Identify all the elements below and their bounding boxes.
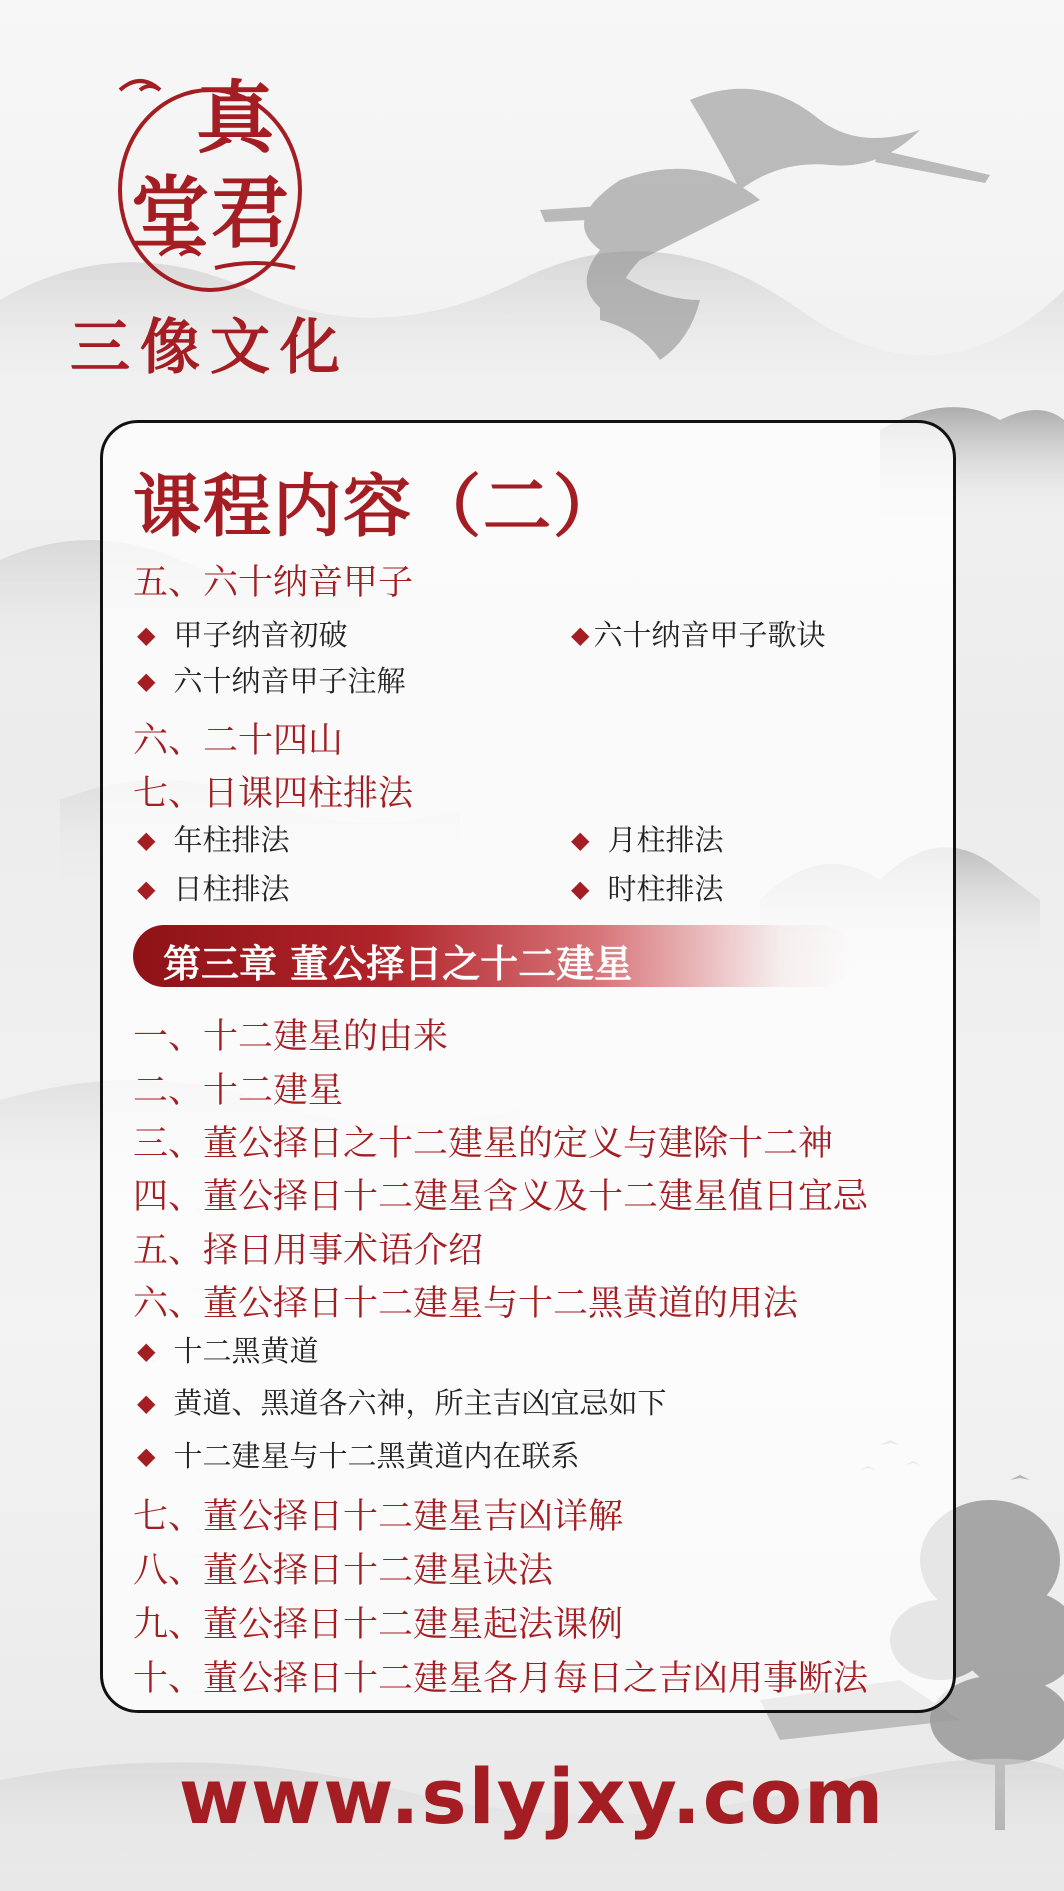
seal-char: 堂 bbox=[130, 168, 210, 259]
bullet-item: ◆ 六十纳音甲子歌诀 bbox=[571, 618, 826, 652]
diamond-icon: ◆ bbox=[137, 826, 156, 854]
diamond-icon: ◆ bbox=[571, 875, 590, 903]
seal-char: 真 bbox=[195, 73, 275, 164]
bullet-item: ◆ 黄道、黑道各六神，所主吉凶宜忌如下 bbox=[137, 1386, 667, 1420]
chapter-item: 四、董公择日十二建星含义及十二建星值日宜忌 bbox=[133, 1177, 869, 1217]
diamond-icon: ◆ bbox=[137, 1389, 156, 1417]
chapter-title: 第三章 董公择日之十二建星 bbox=[163, 942, 633, 986]
diamond-icon: ◆ bbox=[571, 826, 590, 854]
bullet-item: ◆ 月柱排法 bbox=[571, 823, 724, 857]
chapter-item: 三、董公择日之十二建星的定义与建除十二神 bbox=[133, 1124, 834, 1164]
diamond-icon: ◆ bbox=[137, 667, 156, 695]
diamond-icon: ◆ bbox=[137, 1337, 156, 1365]
diamond-icon: ◆ bbox=[137, 875, 156, 903]
chapter-item: 十、董公择日十二建星各月每日之吉凶用事断法 bbox=[133, 1659, 869, 1699]
bullet-item: ◆ 六十纳音甲子注解 bbox=[137, 664, 406, 698]
section-heading: 七、日课四柱排法 bbox=[133, 774, 414, 814]
bullet-item: ◆ 十二黑黄道 bbox=[137, 1334, 319, 1368]
chapter-item: 一、十二建星的由来 bbox=[133, 1017, 449, 1057]
course-content-card bbox=[100, 420, 956, 1713]
seal-char: 君 bbox=[210, 168, 290, 259]
chapter-item: 九、董公择日十二建星起法课例 bbox=[133, 1605, 624, 1645]
website-url: www.slyjxy.com bbox=[178, 1752, 886, 1841]
diamond-icon: ◆ bbox=[571, 621, 590, 649]
seal-logo bbox=[40, 70, 370, 310]
section-heading: 六、二十四山 bbox=[133, 721, 344, 761]
bullet-item: ◆ 甲子纳音初破 bbox=[137, 618, 348, 652]
brand-name: 三像文化 bbox=[70, 313, 350, 383]
bullet-item: ◆ 年柱排法 bbox=[137, 823, 290, 857]
chapter-item: 二、十二建星 bbox=[133, 1071, 344, 1111]
bullet-item: ◆ 十二建星与十二黑黄道内在联系 bbox=[137, 1439, 580, 1473]
card-title: 课程内容（二） bbox=[133, 468, 624, 547]
bullet-item: ◆ 日柱排法 bbox=[137, 872, 290, 906]
section-heading: 五、六十纳音甲子 bbox=[133, 563, 414, 603]
diamond-icon: ◆ bbox=[137, 1442, 156, 1470]
chapter-banner bbox=[133, 925, 853, 987]
diamond-icon: ◆ bbox=[137, 621, 156, 649]
brand-logo bbox=[40, 70, 370, 383]
chapter-item: 七、董公择日十二建星吉凶详解 bbox=[133, 1497, 624, 1537]
chapter-item: 八、董公择日十二建星诀法 bbox=[133, 1551, 554, 1591]
chapter-item: 五、择日用事术语介绍 bbox=[133, 1231, 484, 1271]
chapter-item: 六、董公择日十二建星与十二黑黄道的用法 bbox=[133, 1284, 799, 1324]
bullet-item: ◆ 时柱排法 bbox=[571, 872, 724, 906]
